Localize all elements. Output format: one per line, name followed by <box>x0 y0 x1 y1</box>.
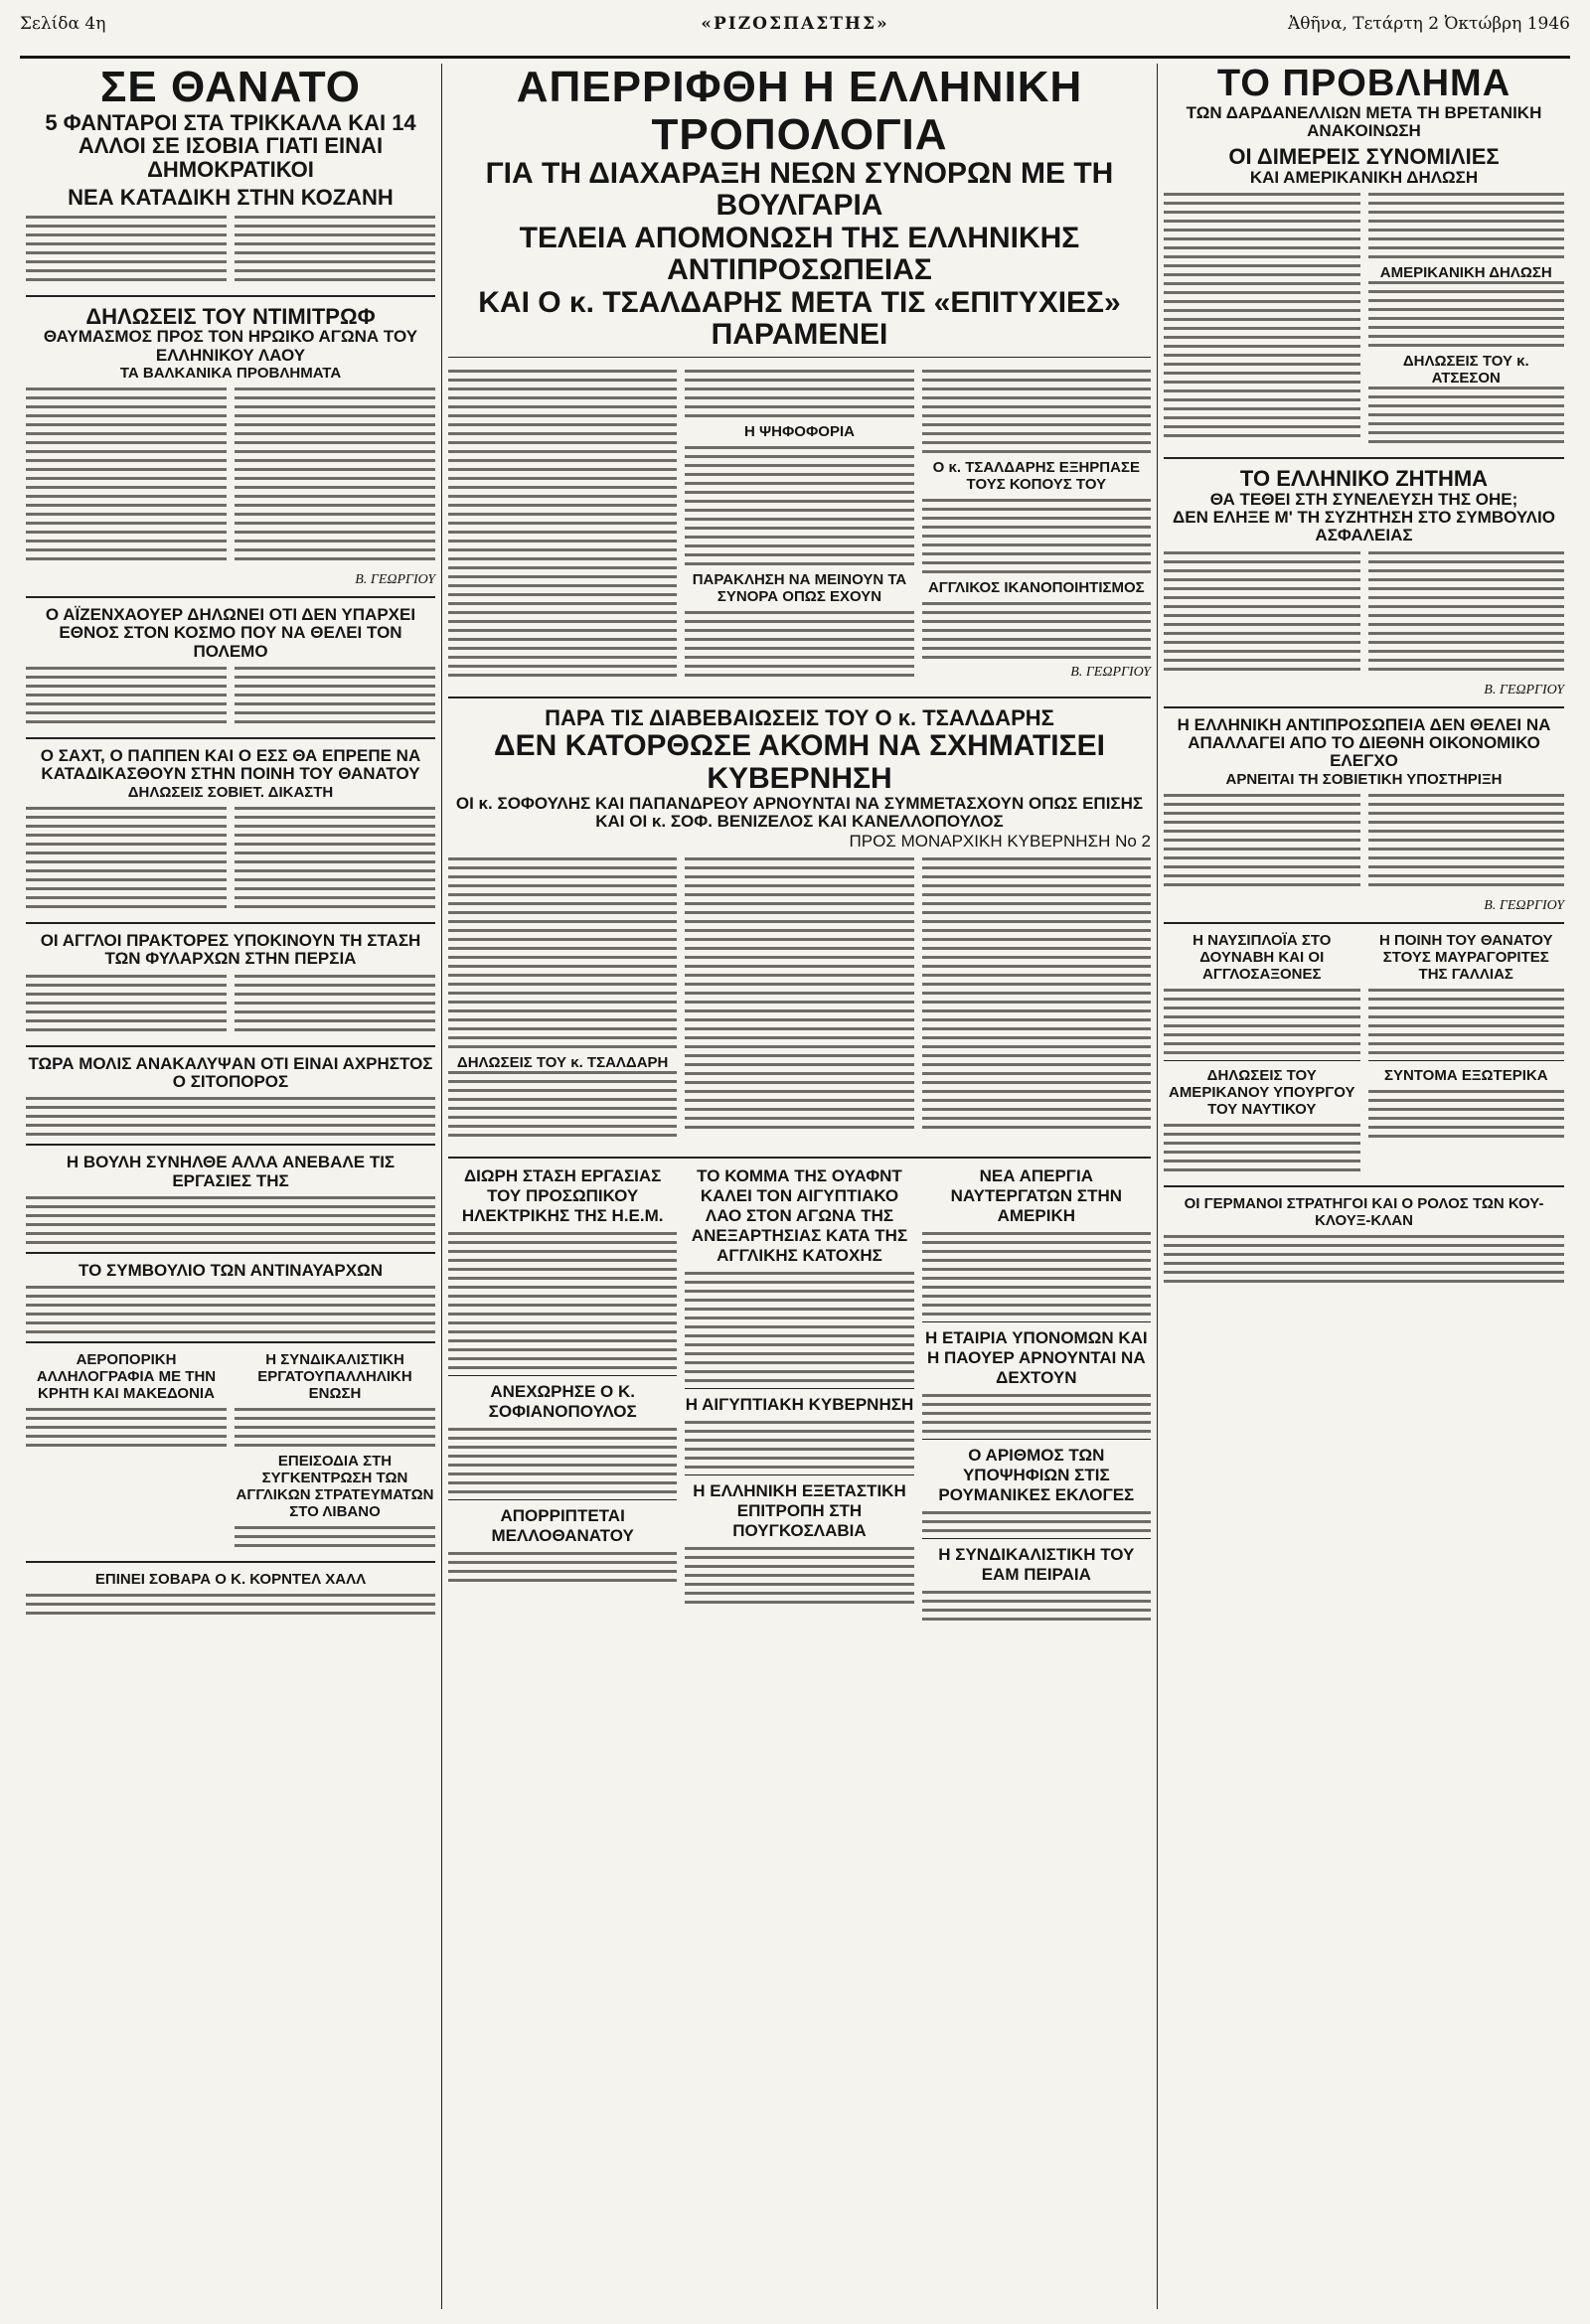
headline: ΔΕΝ ΚΑΤΟΡΘΩΣΕ ΑΚΟΜΗ ΝΑ ΣΧΗΜΑΤΙΣΕΙ ΚΥΒΕΡΝΗΣΗ <box>494 729 1105 795</box>
headline: ΤΟ ΠΡΟΒΛΗΜΑ <box>1216 64 1511 104</box>
column-left <box>20 64 442 2309</box>
article-body <box>1164 794 1564 892</box>
article-body <box>1164 193 1564 449</box>
subheadline: ΤΑ ΒΑΛΚΑΝΙΚΑ ΠΡΟΒΛΗΜΑΤΑ <box>119 364 342 382</box>
headline: ΑΠΟΡΡΙΠΤΕΤΑΙ ΜΕΛΛΟΘΑΝΑΤΟΥ <box>491 1505 634 1545</box>
headline: Η ΣΥΝΔΙΚΑΛΙΣΤΙΚΗ ΤΟΥ ΕΑΜ ΠΕΙΡΑΙΑ <box>938 1544 1135 1584</box>
article-body <box>26 216 435 287</box>
headline: ΤΩΝ ΔΑΡΔΑΝΕΛΛΙΩΝ ΜΕΤΑ ΤΗ ΒΡΕΤΑΝΙΚΗ ΑΝΑΚΟΙΝΩΣΗ <box>1186 103 1542 141</box>
article-body <box>26 667 435 729</box>
byline: Β. ΓΕΩΡΓΙΟΥ <box>355 571 435 587</box>
headline: ΤΕΛΕΙΑ ΑΠΟΜΟΝΩΣΗ ΤΗΣ ΕΛΛΗΝΙΚΗΣ ΑΝΤΙΠΡΟΣΩΠΕΙΑΣ <box>519 221 1080 287</box>
article-body <box>26 1286 435 1333</box>
headline: ΕΠΙΝΕΙ ΣΟΒΑΡΑ Ο Κ. ΚΟΡΝΤΕΛ ΧΑΛΛ <box>94 1571 367 1589</box>
headline: ΑΠΕΡΡΙΦΘΗ Η ΕΛΛΗΝΙΚΗ ΤΡΟΠΟΛΟΓΙΑ <box>516 64 1083 159</box>
headline: 5 ΦΑΝΤΑΡΟΙ ΣΤΑ ΤΡΙΚΚΑΛΑ ΚΑΙ 14 ΑΛΛΟΙ ΣΕ ΙΣΟΒΙΑ ΓΙΑΤΙ ΕΙΝΑΙ ΔΗΜΟΚΡΑΤΙΚΟΙ <box>45 109 416 183</box>
subheadline: ΠΡΟΣ ΜΟΝΑΡΧΙΚΗ ΚΥΒΕΡΝΗΣΗ Νο 2 <box>849 831 1151 851</box>
headline: ΚΑΙ ΑΜΕΡΙΚΑΝΙΚΗ ΔΗΛΩΣΗ <box>1249 167 1479 187</box>
headline: ΑΕΡΟΠΟΡΙΚΗ ΑΛΛΗΛΟΓΡΑΦΙΑ ΜΕ ΤΗΝ ΚΡΗΤΗ ΚΑΙ ΜΑΚΕΔΟΝΙΑ <box>36 1351 217 1403</box>
headline: Ο ΑΪΖΕΝΧΑΟΥΕΡ ΔΗΛΩΝΕΙ ΟΤΙ ΔΕΝ ΥΠΑΡΧΕΙ ΕΘΝΟΣ ΣΤΟΝ ΚΟΣΜΟ ΠΟΥ ΝΑ ΘΕΛΕΙ ΤΟΝ ΠΟΛΕΜΟ <box>45 604 416 661</box>
article-body <box>1164 551 1564 677</box>
subheadline: Ο κ. ΤΣΑΛΔΑΡΗΣ ΕΞΗΡΠΑΣΕ ΤΟΥΣ ΚΟΠΟΥΣ ΤΟΥ <box>932 459 1140 494</box>
subheadline: ΠΑΡΑΚΛΗΣΗ ΝΑ ΜΕΙΝΟΥΝ ΤΑ ΣΥΝΟΡΑ ΟΠΩΣ ΕΧΟΥΝ <box>692 571 907 606</box>
headline: ΟΙ ΓΕΡΜΑΝΟΙ ΣΤΡΑΤΗΓΟΙ ΚΑΙ Ο ΡΟΛΟΣ ΤΩΝ ΚΟΥ-ΚΛΟΥΞ-ΚΛΑΝ <box>1184 1194 1544 1229</box>
article-body <box>26 975 435 1037</box>
subheadline: ΔΗΛΩΣΕΙΣ ΤΟΥ κ. ΤΣΑΛΔΑΡΗ <box>456 1053 669 1071</box>
short-items <box>26 1351 435 1553</box>
subheadline: ΑΜΕΡΙΚΑΝΙΚΗ ΔΗΛΩΣΗ <box>1379 263 1552 281</box>
headline: ΝΕΑ ΑΠΕΡΓΙΑ ΝΑΥΤΕΡΓΑΤΩΝ ΣΤΗΝ ΑΜΕΡΙΚΗ <box>950 1165 1123 1225</box>
masthead <box>20 6 1570 59</box>
headline: Η ΕΛΛΗΝΙΚΗ ΕΞΕΤΑΣΤΙΚΗ ΕΠΙΤΡΟΠΗ ΣΤΗ ΠΟΥΓΚΟΣΛΑΒΙΑ <box>693 1480 906 1540</box>
headline: ΓΙΑ ΤΗ ΔΙΑΧΑΡΑΞΗ ΝΕΩΝ ΣΥΝΟΡΩΝ ΜΕ ΤΗ ΒΟΥΛΓΑΡΙΑ <box>485 157 1114 223</box>
newspaper-page <box>20 0 1570 2324</box>
short-items <box>1164 932 1564 1177</box>
article-body <box>26 387 435 566</box>
headline: ΤΟ ΚΟΜΜΑ ΤΗΣ ΟΥΑΦΝΤ ΚΑΛΕΙ ΤΟΝ ΑΙΓΥΠΤΙΑΚΟ ΛΑΟ ΣΤΟΝ ΑΓΩΝΑ ΤΗΣ ΑΝΕΞΑΡΤΗΣΙΑΣ ΚΑΤΑ ΤΗΣ ΑΓΓΛΙΚΗΣ ΚΑΤΟΧΗΣ <box>691 1165 908 1265</box>
headline: ΑΝΕΧΩΡΗΣΕ Ο Κ. ΣΟΦΙΑΝΟΠΟΥΛΟΣ <box>488 1381 637 1421</box>
headline: ΘΑ ΤΕΘΕΙ ΣΤΗ ΣΥΝΕΛΕΥΣΗ ΤΗΣ ΟΗΕ; <box>1209 489 1518 509</box>
headline: Η ΕΤΑΙΡΙΑ ΥΠΟΝΟΜΩΝ ΚΑΙ Η ΠΑΟΥΕΡ ΑΡΝΟΥΝΤΑΙ ΝΑ ΔΕΧΤΟΥΝ <box>925 1327 1148 1387</box>
subheadline: Η ΨΗΦΟΦΟΡΙΑ <box>744 423 855 441</box>
subheadline: ΑΓΓΛΙΚΟΣ ΙΚΑΝΟΠΟΙΗΤΙΣΜΟΣ <box>927 579 1145 597</box>
column-right <box>1158 64 1570 2309</box>
byline: Β. ΓΕΩΡΓΙΟΥ <box>1484 682 1564 697</box>
headline: ΣΥΝΤΟΜΑ ΕΞΩΤΕΡΙΚΑ <box>1383 1066 1548 1084</box>
headline: Η ΑΙΓΥΠΤΙΑΚΗ ΚΥΒΕΡΝΗΣΗ <box>685 1394 914 1414</box>
article-body <box>26 1594 435 1615</box>
headline: Η ΠΟΙΝΗ ΤΟΥ ΘΑΝΑΤΟΥ ΣΤΟΥΣ ΜΑΥΡΑΓΟΡΙΤΕΣ ΤΗΣ ΓΑΛΛΙΑΣ <box>1379 931 1553 983</box>
headline: ΕΠΕΙΣΟΔΙΑ ΣΤΗ ΣΥΓΚΕΝΤΡΩΣΗ ΤΩΝ ΑΓΓΛΙΚΩΝ ΣΤΡΑΤΕΥΜΑΤΩΝ ΣΤΟ ΛΙΒΑΝΟ <box>236 1453 434 1521</box>
headline: Η ΣΥΝΔΙΚΑΛΙΣΤΙΚΗ ΕΡΓΑΤΟΥΠΑΛΛΗΛΙΚΗ ΕΝΩΣΗ <box>257 1351 412 1403</box>
headline: ΟΙ ΑΓΓΛΟΙ ΠΡΑΚΤΟΡΕΣ ΥΠΟΚΙΝΟΥΝ ΤΗ ΣΤΑΣΗ ΤΩΝ ΦΥΛΑΡΧΩΝ ΣΤΗΝ ΠΕΡΣΙΑ <box>40 930 421 969</box>
subheadline: ΔΗΛΩΣΕΙΣ ΣΟΒΙΕΤ. ΔΙΚΑΣΤΗ <box>127 783 334 801</box>
column-center <box>442 64 1158 2309</box>
byline: Β. ΓΕΩΡΓΙΟΥ <box>1070 665 1151 681</box>
article-body <box>26 807 435 914</box>
headline: Ο ΣΑΧΤ, Ο ΠΑΠΠΕΝ ΚΑΙ Ο ΕΣΣ ΘΑ ΕΠΡΕΠΕ ΝΑ ΚΑΤΑΔΙΚΑΣΘΟΥΝ ΣΤΗΝ ΠΟΙΝΗ ΤΟΥ ΘΑΝΑΤΟΥ <box>40 746 421 784</box>
headline: ΔΕΝ ΕΛΗΞΕ Μ' ΤΗ ΣΥΖΗΤΗΣΗ ΣΤΟ ΣΥΜΒΟΥΛΙΟ ΑΣΦΑΛΕΙΑΣ <box>1173 507 1555 545</box>
headline: ΤΟ ΕΛΛΗΝΙΚΟ ΖΗΤΗΜΑ <box>1239 465 1489 491</box>
headline: Ο ΑΡΙΘΜΟΣ ΤΩΝ ΥΠΟΨΗΦΙΩΝ ΣΤΙΣ ΡΟΥΜΑΝΙΚΕΣ ΕΚΛΟΓΕΣ <box>938 1445 1135 1504</box>
headline: ΔΙΩΡΗ ΣΤΑΣΗ ΕΡΓΑΣΙΑΣ ΤΟΥ ΠΡΟΣΩΠΙΚΟΥ ΗΛΕΚΤΡΙΚΗΣ ΤΗΣ Η.Ε.Μ. <box>461 1165 664 1225</box>
lower-articles <box>448 1166 1151 1627</box>
headline: ΠΑΡΑ ΤΙΣ ΔΙΑΒΕΒΑΙΩΣΕΙΣ ΤΟΥ Ο κ. ΤΣΑΛΔΑΡΗΣ <box>545 705 1054 731</box>
subheadline: ΝΕΑ ΚΑΤΑΔΙΚΗ ΣΤΗΝ ΚΟΖΑΝΗ <box>68 184 394 210</box>
headline: ΟΙ ΔΙΜΕΡΕΙΣ ΣΥΝΟΜΙΛΙΕΣ <box>1228 143 1500 169</box>
headline: ΤΩΡΑ ΜΟΛΙΣ ΑΝΑΚΑΛΥΨΑΝ ΟΤΙ ΕΙΝΑΙ ΑΧΡΗΣΤΟΣ Ο ΣΙΤΟΠΟΡΟΣ <box>28 1053 433 1091</box>
second-article <box>448 852 1151 1149</box>
headline: Η ΕΛΛΗΝΙΚΗ ΑΝΤΙΠΡΟΣΩΠΕΙΑ ΔΕΝ ΘΕΛΕΙ ΝΑ ΑΠΑΛΛΑΓΕΙ ΑΠΟ ΤΟ ΔΙΕΘΝΗ ΟΙΚΟΝΟΜΙΚΟ ΕΛΕΓΧΟ <box>1177 714 1551 771</box>
byline: Β. ΓΕΩΡΓΙΟΥ <box>1484 897 1564 913</box>
headline: ΣΕ ΘΑΝΑΤΟ <box>100 64 361 111</box>
headline: ΚΑΙ Ο κ. ΤΣΑΛΔΑΡΗΣ ΜΕΤΑ ΤΙΣ «ΕΠΙΤΥΧΙΕΣ» ΠΑΡΑΜΕΝΕΙ <box>478 285 1121 351</box>
headline: ΟΙ κ. ΣΟΦΟΥΛΗΣ ΚΑΙ ΠΑΠΑΝΔΡΕΟΥ ΑΡΝΟΥΝΤΑΙ ΝΑ ΣΥΜΜΕΤΑΣΧΟΥΝ ΟΠΩΣ ΕΠΙΣΗΣ ΚΑΙ ΟΙ κ. ΣΟΦ. ΒΕΝΙΖΕΛΟΣ ΚΑΙ ΚΑΝΕΛΛΟΠΟΥΛΟΣ <box>455 793 1144 832</box>
subheadline: ΑΡΝΕΙΤΑΙ ΤΗ ΣΟΒΙΕΤΙΚΗ ΥΠΟΣΤΗΡΙΞΗ <box>1225 770 1503 788</box>
headline: ΔΗΛΩΣΕΙΣ ΤΟΥ ΑΜΕΡΙΚΑΝΟΥ ΥΠΟΥΡΓΟΥ ΤΟΥ ΝΑΥΤΙΚΟΥ <box>1168 1066 1355 1118</box>
issue-date: Ἀθῆνα, Τετάρτη 2 Ὀκτώβρη 1946 <box>1287 14 1570 34</box>
page-number: Σελίδα 4η <box>20 14 106 34</box>
article-body <box>26 1097 435 1136</box>
headline: ΘΑΥΜΑΣΜΟΣ ΠΡΟΣ ΤΟΝ ΗΡΩΙΚΟ ΑΓΩΝΑ ΤΟΥ ΕΛΛΗΝΙΚΟΥ ΛΑΟΥ <box>43 327 418 365</box>
headline: Η ΒΟΥΛΗ ΣΥΝΗΛΘΕ ΑΛΛΑ ΑΝΕΒΑΛΕ ΤΙΣ ΕΡΓΑΣΙΕΣ ΤΗΣ <box>66 1153 396 1190</box>
newspaper-title: «ΡΙΖΟΣΠΑΣΤΗΣ» <box>701 14 889 34</box>
article-body <box>1164 1235 1564 1283</box>
lead-article <box>448 364 1151 689</box>
subheadline: ΔΗΛΩΣΕΙΣ ΤΟΥ κ. ΑΤΣΕΣΟΝ <box>1402 352 1529 387</box>
headline: ΤΟ ΣΥΜΒΟΥΛΙΟ ΤΩΝ ΑΝΤΙΝΑΥΑΡΧΩΝ <box>79 1260 383 1280</box>
headline: Η ΝΑΥΣΙΠΛΟΪΑ ΣΤΟ ΔΟΥΝΑΒΗ ΚΑΙ ΟΙ ΑΓΓΛΟΣΑΞΟΝΕΣ <box>1192 931 1332 983</box>
article-body <box>26 1196 435 1244</box>
headline: ΔΗΛΩΣΕΙΣ ΤΟΥ ΝΤΙΜΙΤΡΩΦ <box>85 303 376 329</box>
